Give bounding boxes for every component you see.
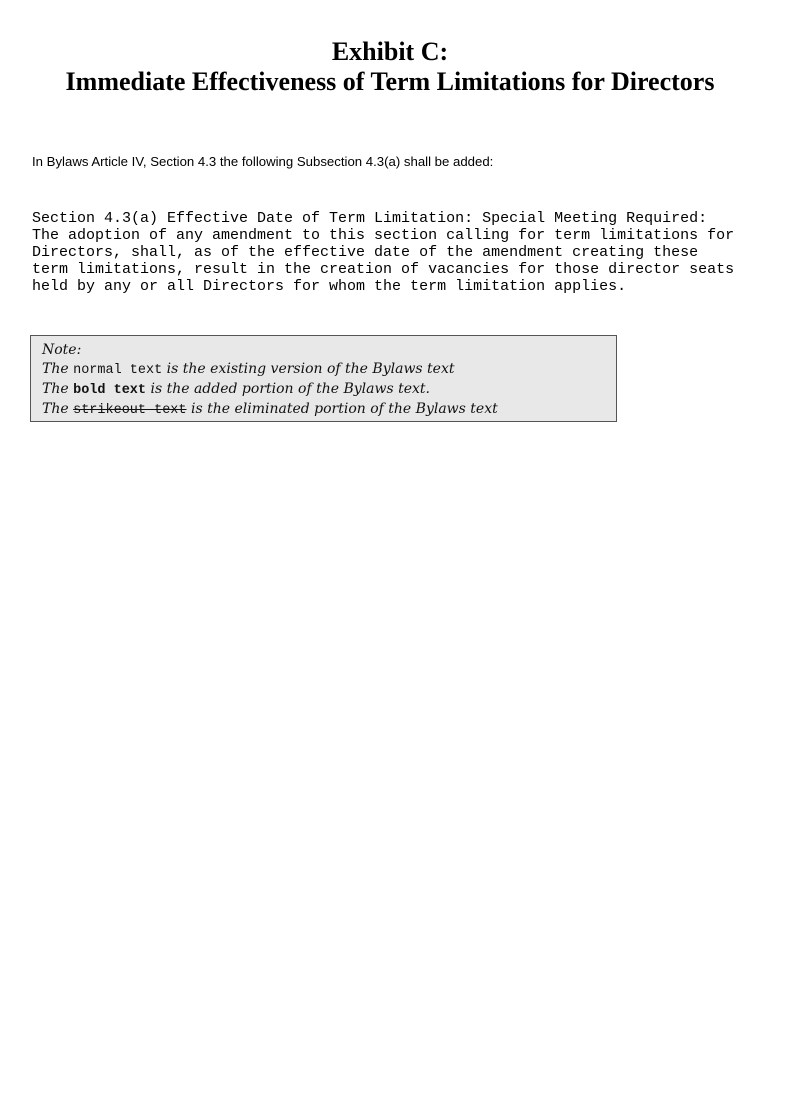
note-description: is the existing version of the Bylaws text [166,361,455,377]
bylaw-line: term limitations, result in the creation of vacancies for those director seats [32,261,735,278]
bylaw-line: The adoption of any amendment to this section calling for term limitations for [32,227,735,244]
note-description: is the added portion of the Bylaws text. [150,381,430,397]
normal-text-sample: normal text [73,363,163,378]
bold-text-sample: bold text [73,383,147,398]
strikeout-text-sample: strikeout text [73,403,187,418]
note-heading: Note: [42,342,82,358]
note-prefix: The [42,381,69,397]
exhibit-title [0,37,780,97]
bylaw-line: Directors, shall, as of the effective date of the amendment creating these [32,244,699,261]
note-box [30,335,617,422]
note-prefix: The [42,401,69,417]
exhibit-title-line-2: Immediate Effectiveness of Term Limitations for Directors [65,67,715,96]
bylaw-line: held by any or all Directors for whom the term limitation applies. [32,278,627,295]
note-prefix: The [42,361,69,377]
intro-paragraph: In Bylaws Article IV, Section 4.3 the following Subsection 4.3(a) shall be added: [32,154,494,169]
exhibit-title-line-1: Exhibit C: [331,37,449,66]
bylaw-line: Section 4.3(a) Effective Date of Term Limitation: Special Meeting Required: [32,210,708,227]
note-row-bold [42,380,616,400]
note-description: is the eliminated portion of the Bylaws text [190,401,498,417]
note-row-strikeout [42,400,616,420]
note-row-normal [42,360,616,380]
bylaw-section-text [32,210,734,295]
